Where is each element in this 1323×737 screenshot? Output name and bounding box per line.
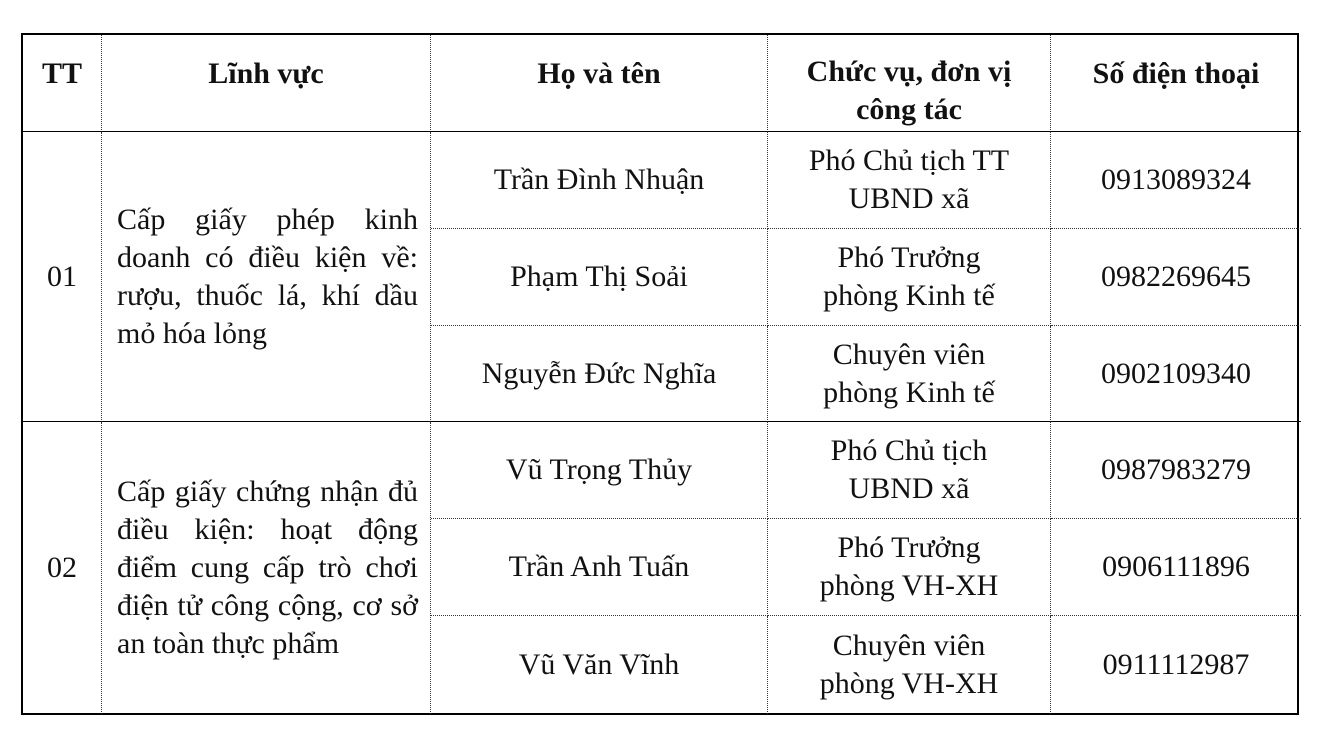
person-phone: 0911112987 (1102, 648, 1250, 681)
header-name: Họ và tên (431, 35, 768, 132)
group-field: Cấp giấy chứng nhận đủ điều kiện: hoạt động điểm cung cấp trò chơi điện tử công cộng, cơ sở an toàn thực phẩm (102, 422, 431, 714)
person-position: Phó Chủ tịch UBND xã (768, 422, 1051, 519)
header-phone: Số điện thoại (1051, 35, 1301, 132)
person-phone: 0913089324 (1051, 132, 1301, 229)
person-name: Phạm Thị Soải (431, 229, 768, 326)
person-phone: 0906111896 (1051, 519, 1301, 616)
person-name: Nguyễn Đức Nghĩa (431, 326, 768, 422)
group-field: Cấp giấy phép kinh doanh có điều kiện về: rượu, thuốc lá, khí dầu mỏ hóa lỏng (102, 132, 431, 422)
group-number: 02 (23, 422, 102, 714)
header-position: Chức vụ, đơn vị công tác (768, 35, 1051, 132)
person-name: Trần Đình Nhuận (431, 132, 768, 229)
person-phone: 0982269645 (1051, 229, 1301, 326)
person-position: Phó Trưởng phòng Kinh tế (768, 229, 1051, 326)
page-bottom-margin (0, 720, 1323, 737)
person-name: Trần Anh Tuấn (431, 519, 768, 616)
person-position: Chuyên viên phòng VH-XH (768, 616, 1051, 714)
person-phone: 0902109340 (1051, 326, 1301, 422)
person-position: Phó Trưởng phòng VH-XH (768, 519, 1051, 616)
person-name: Vũ Văn Vĩnh (431, 616, 768, 714)
contact-table (21, 33, 1299, 715)
person-phone: 0987983279 (1051, 422, 1301, 519)
header-tt: TT (23, 35, 102, 132)
person-position: Phó Chủ tịch TT UBND xã (768, 132, 1051, 229)
header-field: Lĩnh vực (102, 35, 431, 132)
person-name: Vũ Trọng Thủy (431, 422, 768, 519)
group-number: 01 (23, 132, 102, 422)
person-position: Chuyên viên phòng Kinh tế (768, 326, 1051, 422)
